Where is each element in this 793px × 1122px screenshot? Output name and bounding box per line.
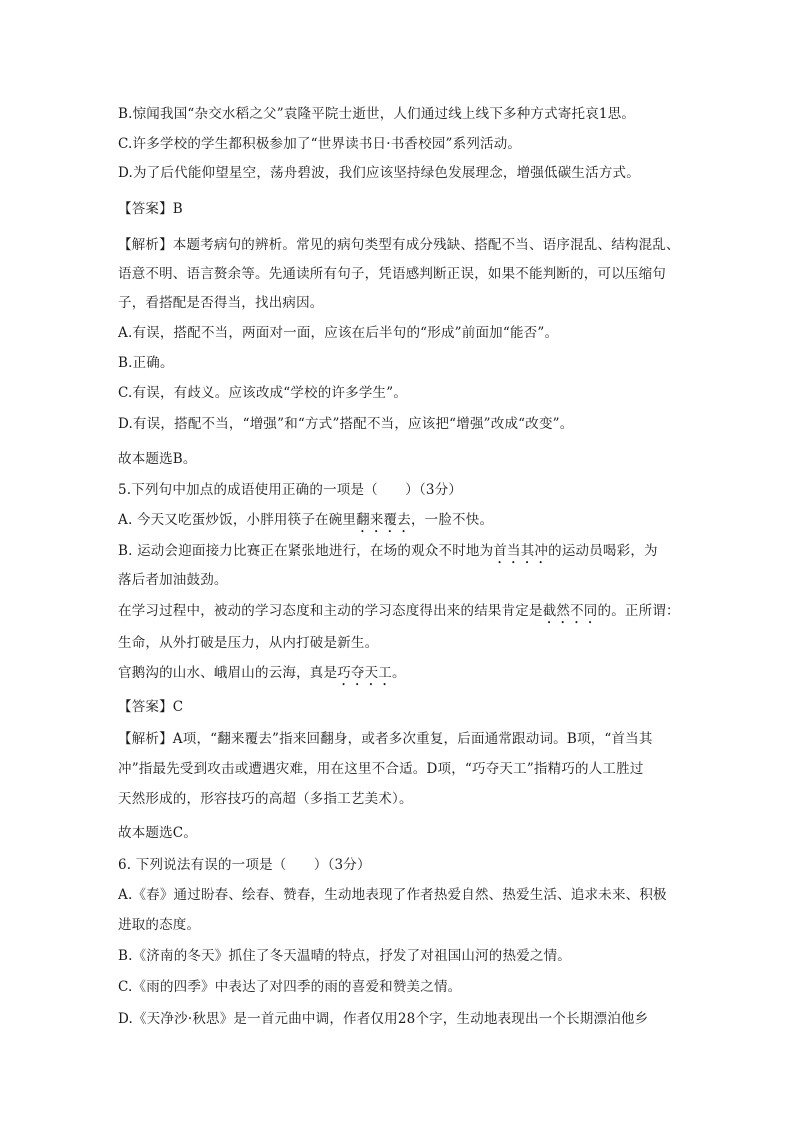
dotted-idiom: 翻来覆去 xyxy=(356,512,411,528)
text-line: 【答案】C xyxy=(118,699,184,715)
text-line: 在学习过程中，被动的学习态度和主动的学习态度得出来的结果肯定是截然不同的。正所谓： xyxy=(118,603,680,619)
text-line: 生命，从外打破是压力，从内打破是新生。 xyxy=(118,635,379,651)
text-line: B.正确。 xyxy=(118,355,174,371)
text-line: 【解析】本题考病句的辨析。常见的病句类型有成分残缺、搭配不当、语序混乱、结构混乱、 xyxy=(118,237,680,253)
text-line: C.有误，有歧义。应该改成“学校的许多学生”。 xyxy=(118,385,408,401)
text-line: 冲”指最先受到攻击或遭遇灾难，用在这里不合适。D项，“巧夺天工”指精巧的人工胜过 xyxy=(118,761,644,777)
text-line: 进取的态度。 xyxy=(118,917,201,933)
text-line: 【答案】B xyxy=(118,201,183,217)
text-line: D.有误，搭配不当，“增强”和“方式”搭配不当，应该把“增强”改成“改变”。 xyxy=(118,416,574,432)
text-line: B. 运动会迎面接力比赛正在紧张地进行，在场的观众不时地为首当其冲的运动员喝彩，为 xyxy=(118,543,658,559)
text-line: 6. 下列说法有误的一项是（ ）（3分） xyxy=(118,857,371,873)
text-line: A.《春》通过盼春、绘春、赞春，生动地表现了作者热爱自然、热爱生活、追求未来、积极 xyxy=(118,887,667,903)
text-line: 子，看搭配是否得当，找出病因。 xyxy=(118,295,324,311)
text-line: 落后者加油鼓劲。 xyxy=(118,572,228,588)
dotted-idiom: 截然不同 xyxy=(542,603,598,619)
text-line: 语意不明、语言赘余等。先通读所有句子，凭语感判断正误，如果不能判断的，可以压缩句 xyxy=(118,266,666,282)
text-line: A. 今天又吃蛋炒饭，小胖用筷子在碗里翻来覆去，一脸不快。 xyxy=(118,512,494,528)
text-line: A.有误，搭配不当，两面对一面，应该在后半句的“形成”前面加“能否”。 xyxy=(118,325,559,341)
dotted-idiom: 巧夺天工 xyxy=(337,665,393,681)
text-line: 【解析】A项，“翻来覆去”指来回翻身，或者多次重复，后面通常跟动词。B项，“首当其 xyxy=(118,731,653,747)
text-line: 故本题选C。 xyxy=(118,825,198,841)
text-line: B.《济南的冬天》抓住了冬天温晴的特点，抒发了对祖国山河的热爱之情。 xyxy=(118,948,572,964)
text-line: 天然形成的，形容技巧的高超（多指工艺美术）。 xyxy=(118,791,413,807)
text-line: 故本题选B。 xyxy=(118,451,197,467)
text-line: D.为了后代能仰望星空，荡舟碧波，我们应该坚持绿色发展理念，增强低碳生活方式。 xyxy=(118,165,640,181)
text-line: B.惊闻我国“杂交水稻之父”袁隆平院士逝世，人们通过线上线下多种方式寄托哀1思。 xyxy=(118,106,636,122)
text-line: D.《天净沙·秋思》是一首元曲中调，作者仅用28个字，生动地表现出一个长期漂泊他乡 xyxy=(118,1011,649,1027)
dotted-idiom: 首当其冲 xyxy=(493,543,549,559)
text-line: C.《雨的四季》中表达了对四季的雨的喜爱和赞美之情。 xyxy=(118,979,462,995)
text-line: 5.下列句中加点的成语使用正确的一项是（ ）（3分） xyxy=(118,482,463,498)
text-line: 官鹅沟的山水、峨眉山的云海，真是巧夺天工。 xyxy=(118,665,406,681)
text-line: C.许多学校的学生都积极参加了“世界读书日·书香校园”系列活动。 xyxy=(118,136,522,152)
